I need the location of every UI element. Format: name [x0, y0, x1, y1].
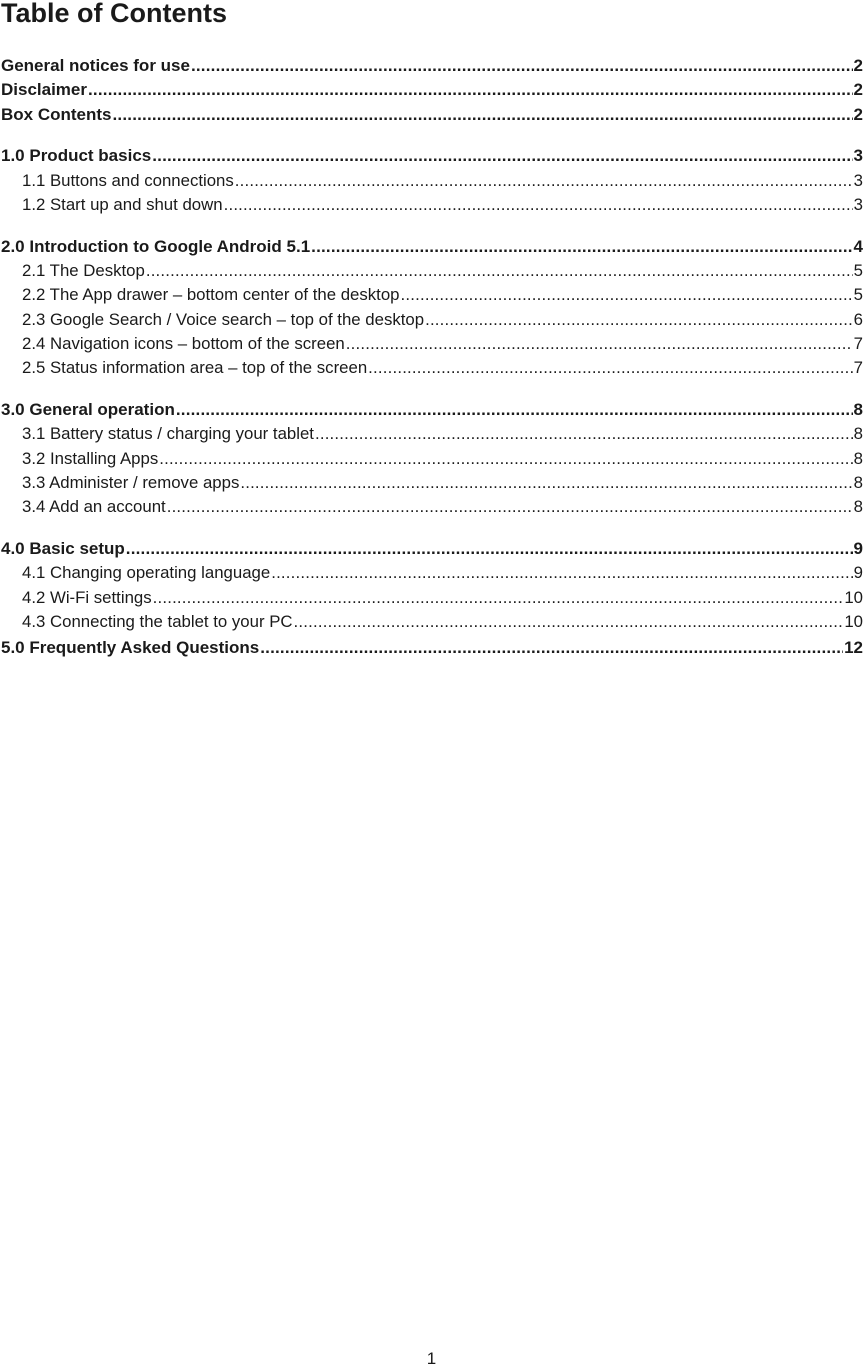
- toc-entry-page: 10: [844, 587, 863, 607]
- dot-leader: [224, 193, 853, 217]
- toc-entry-label: 2.2 The App drawer – bottom center of the desktop: [22, 285, 400, 305]
- toc-entry-label: 3.1 Battery status / charging your tablet: [22, 424, 314, 444]
- page-title: Table of Contents: [1, 0, 227, 28]
- toc-entry-page: 7: [853, 333, 863, 353]
- toc-entry-page: 9: [853, 563, 863, 583]
- dot-leader: [260, 636, 843, 660]
- dot-leader: [88, 78, 853, 102]
- toc-entry-label: Box Contents: [1, 104, 112, 124]
- toc-entry-page: 8: [853, 424, 863, 444]
- toc-entry-page: 8: [853, 472, 863, 492]
- dot-leader: [191, 54, 853, 78]
- toc-entry-2-1[interactable]: [0, 259, 863, 283]
- toc-entry-label: 4.0 Basic setup: [1, 539, 125, 559]
- dot-leader: [126, 537, 853, 561]
- toc-entry-page: 8: [853, 400, 863, 420]
- dot-leader: [146, 259, 853, 283]
- page-number: 1: [426, 1349, 437, 1368]
- dot-leader: [346, 332, 853, 356]
- toc-entry-disclaimer[interactable]: [0, 78, 863, 102]
- toc-entry-label: 1.1 Buttons and connections: [22, 170, 234, 190]
- toc-entry-label: 3.0 General operation: [1, 400, 175, 420]
- toc-entry-box-contents[interactable]: [0, 103, 863, 127]
- toc-entry-page: 7: [853, 358, 863, 378]
- toc-entry-page: 6: [853, 309, 863, 329]
- toc-entry-3-3[interactable]: [0, 471, 863, 495]
- toc-entry-1-1[interactable]: [0, 169, 863, 193]
- table-of-contents: [0, 54, 863, 661]
- dot-leader: [425, 308, 853, 332]
- toc-entry-page: 3: [853, 194, 863, 214]
- toc-entry-4-0[interactable]: [0, 537, 863, 561]
- dot-leader: [153, 586, 844, 610]
- toc-entry-page: 4: [853, 236, 863, 256]
- dot-leader: [152, 144, 852, 168]
- toc-entry-4-1[interactable]: [0, 561, 863, 585]
- toc-entry-page: 2: [853, 104, 863, 124]
- dot-leader: [176, 398, 853, 422]
- dot-leader: [271, 561, 852, 585]
- toc-entry-3-4[interactable]: [0, 495, 863, 519]
- toc-entry-page: 9: [853, 539, 863, 559]
- toc-entry-label: 2.4 Navigation icons – bottom of the screen: [22, 333, 345, 353]
- toc-entry-2-3[interactable]: [0, 308, 863, 332]
- toc-entry-page: 12: [844, 638, 863, 658]
- toc-entry-label: 4.3 Connecting the tablet to your PC: [22, 611, 293, 631]
- toc-entry-general-notices[interactable]: [0, 54, 863, 78]
- toc-entry-label: 3.2 Installing Apps: [22, 448, 159, 468]
- toc-entry-5-0[interactable]: [0, 636, 863, 660]
- toc-entry-label: General notices for use: [1, 56, 190, 75]
- toc-entry-page: 8: [853, 497, 863, 517]
- toc-entry-label: 4.2 Wi-Fi settings: [22, 587, 152, 607]
- dot-leader: [240, 471, 852, 495]
- toc-entry-2-4[interactable]: [0, 332, 863, 356]
- dot-leader: [401, 283, 853, 307]
- toc-entry-label: 1.2 Start up and shut down: [22, 194, 223, 214]
- toc-entry-4-3[interactable]: [0, 610, 863, 634]
- toc-entry-3-0[interactable]: [0, 398, 863, 422]
- toc-entry-page: 2: [853, 56, 863, 75]
- toc-entry-page: 3: [853, 146, 863, 166]
- toc-entry-2-0[interactable]: [0, 235, 863, 259]
- dot-leader: [159, 447, 852, 471]
- toc-entry-3-2[interactable]: [0, 447, 863, 471]
- toc-entry-label: Disclaimer: [1, 80, 87, 100]
- toc-entry-3-1[interactable]: [0, 422, 863, 446]
- toc-entry-label: 3.4 Add an account: [22, 497, 166, 517]
- toc-entry-label: 1.0 Product basics: [1, 146, 152, 166]
- toc-entry-label: 2.5 Status information area – top of the screen: [22, 358, 368, 378]
- dot-leader: [167, 495, 853, 519]
- toc-entry-page: 2: [853, 80, 863, 100]
- toc-entry-label: 5.0 Frequently Asked Questions: [1, 638, 260, 658]
- toc-entry-1-2[interactable]: [0, 193, 863, 217]
- toc-entry-label: 4.1 Changing operating language: [22, 563, 271, 583]
- dot-leader: [235, 169, 853, 193]
- dot-leader: [294, 610, 844, 634]
- toc-entry-label: 2.1 The Desktop: [22, 261, 145, 281]
- dot-leader: [311, 235, 852, 259]
- toc-entry-page: 10: [844, 611, 863, 631]
- toc-entry-label: 2.0 Introduction to Google Android 5.1: [1, 236, 311, 256]
- toc-entry-label: 3.3 Administer / remove apps: [22, 472, 240, 492]
- toc-entry-4-2[interactable]: [0, 586, 863, 610]
- dot-leader: [113, 103, 853, 127]
- dot-leader: [315, 422, 853, 446]
- toc-entry-2-2[interactable]: [0, 283, 863, 307]
- toc-entry-label: 2.3 Google Search / Voice search – top of the desktop: [22, 309, 425, 329]
- toc-entry-1-0[interactable]: [0, 144, 863, 168]
- toc-entry-page: 8: [853, 448, 863, 468]
- toc-entry-2-5[interactable]: [0, 356, 863, 380]
- toc-entry-page: 5: [853, 261, 863, 281]
- dot-leader: [368, 356, 853, 380]
- toc-entry-page: 5: [853, 285, 863, 305]
- toc-entry-page: 3: [853, 170, 863, 190]
